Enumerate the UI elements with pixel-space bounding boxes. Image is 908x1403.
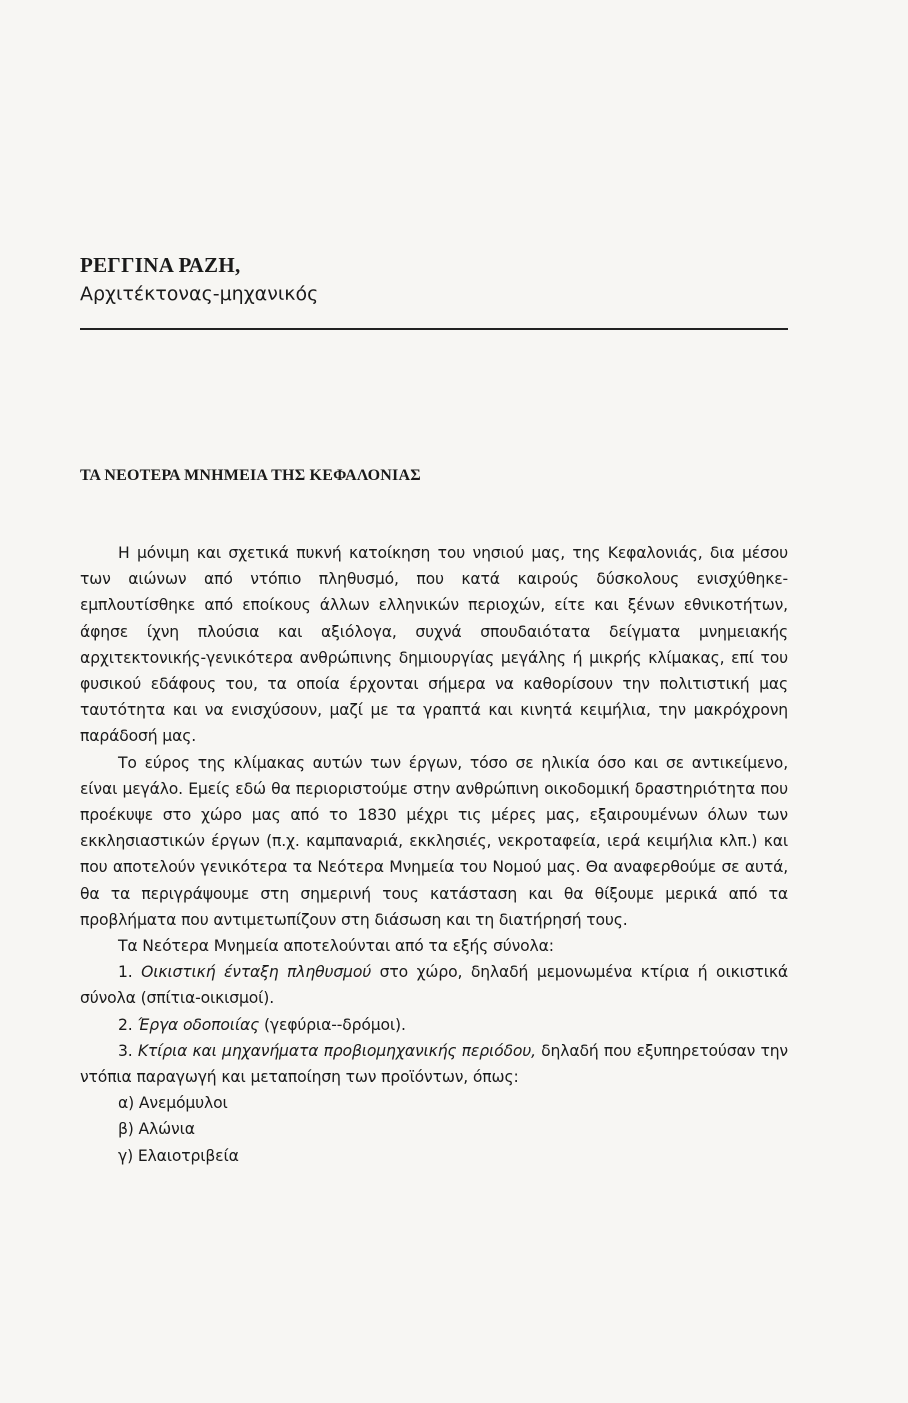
list-item xyxy=(80,1012,788,1038)
sub-list-item: γ) Ελαιοτριβεία xyxy=(118,1146,239,1165)
paragraph: Η μόνιμη και σχετικά πυκνή κατοίκηση του νησιού μας, της Κεφαλονιάς, δια μέσου των αιώνων από ντόπιο πληθυσμό, που κατά καιρούς δύσκολους ενισχύθηκε-εμπλουτίσθηκε από εποίκους άλλων ελληνικών περιοχών, είτε και ξένων εθνικοτήτων, άφησε ίχνη πλούσια και αξιόλογα, συχνά σπουδαιότατα δείγματα μνημειακής αρχιτεκτονικής-γενικότερα ανθρώπινης δημιουργίας μεγάλης ή μικρής κλίμακας, επί του φυσικού εδάφους του, τα οποία έρχονται σήμερα να καθορίσουν την πολιτιστική μας ταυτότητα και να ενισχύσουν, μαζί με τα γραπτά και κινητά κειμήλια, την μακρόχρονη παράδοσή μας. xyxy=(80,544,788,746)
article-title: ΤΑ ΝΕΟΤΕΡΑ ΜΝΗΜΕΙΑ ΤΗΣ ΚΕΦΑΛΟΝΙΑΣ xyxy=(80,467,421,484)
list-item-emphasis: Οικιστική ένταξη πληθυσμού xyxy=(141,963,372,982)
header-divider xyxy=(80,328,788,330)
sub-list-item: α) Ανεμόμυλοι xyxy=(118,1094,228,1113)
author-name: ΡΕΓΓΙΝΑ ΡΑΖΗ, xyxy=(80,253,241,277)
list-item-emphasis: Έργα οδοποιίας xyxy=(137,1015,260,1034)
list-item-text: στο χώρο, δηλαδή μεμονωμένα κτίρια ή οικιστικά σύνολα (σπίτια-οικισμοί). xyxy=(80,963,789,1008)
paragraph: Τα Νεότερα Μνημεία αποτελούνται από τα εξής σύνολα: xyxy=(118,937,554,956)
sub-list-item: β) Αλώνια xyxy=(118,1120,195,1139)
article-body xyxy=(80,540,788,1169)
paragraph: Το εύρος της κλίμακας αυτών των έργων, τόσο σε ηλικία όσο και σε αντικείμενο, είναι μεγάλο. Εμείς εδώ θα περιοριστούμε στην ανθρώπινη οικοδομική δραστηριότητα που προέκυψε στο χώρο μας από το 1830 μέχρι τις μέρες μας, εξαιρουμένων όλων των εκκλησιαστικών έργων (π.χ. καμπαναριά, εκκλησιές, νεκροταφεία, ιερά κειμήλια κλπ.) και που αποτελούν γενικότερα τα Νεότερα Μνημεία του Νομού μας. Θα αναφερθούμε σε αυτά, θα τα περιγράψουμε στη σημερινή τους κατάσταση και θα θίξουμε μερικά από τα προβλήματα που αντιμετωπίζουν στη διάσωση και τη διατήρησή τους. xyxy=(80,753,788,929)
list-item-text: (γεφύρια--δρόμοι). xyxy=(259,1015,406,1034)
list-item xyxy=(80,1038,788,1090)
list-item-number: 2. xyxy=(118,1015,133,1034)
list-item-text: δηλαδή που εξυπηρετούσαν την ντόπια παραγωγή και μεταποίηση των προϊόντων, όπως: xyxy=(80,1041,788,1087)
list-item-number: 3. xyxy=(118,1041,133,1060)
list-item xyxy=(80,959,788,1011)
author-role: Αρχιτέκτονας-μηχανικός xyxy=(80,283,319,305)
list-item-emphasis: Κτίρια και μηχανήματα προβιομηχανικής περιόδου, xyxy=(137,1041,536,1060)
list-item-number: 1. xyxy=(118,963,133,982)
